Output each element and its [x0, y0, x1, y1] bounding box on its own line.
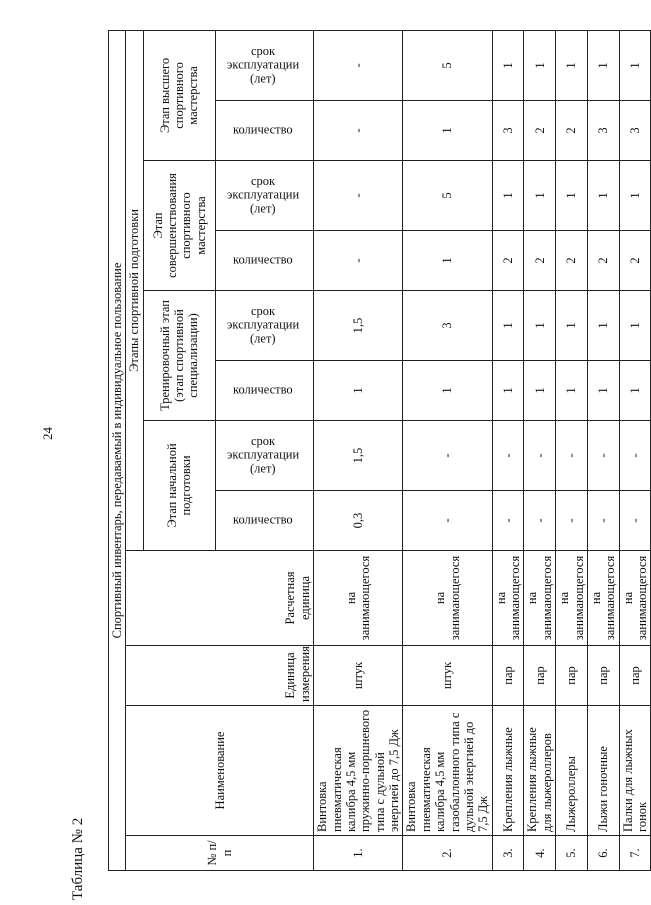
- subheader-quantity-text: количество: [232, 252, 293, 267]
- row-term: 1,5: [314, 421, 403, 491]
- header-calc-unit: Расчетная единица: [126, 551, 314, 646]
- subheader-term-text: срок эксплуатации (лет): [226, 433, 299, 476]
- subheader-term: [215, 421, 313, 491]
- row-number: 3.: [492, 836, 524, 871]
- subheader-quantity-text: количество: [232, 512, 293, 527]
- row-quantity: 2: [556, 101, 588, 161]
- row-quantity: 1: [403, 361, 492, 421]
- row-quantity: 1: [524, 361, 556, 421]
- row-term: -: [314, 161, 403, 231]
- row-quantity: 2: [619, 231, 651, 291]
- row-quantity: 1: [556, 361, 588, 421]
- row-term: 1: [619, 291, 651, 361]
- row-number: 1.: [314, 836, 403, 871]
- row-term: -: [314, 30, 403, 100]
- row-quantity: 1: [492, 361, 524, 421]
- row-quantity: -: [619, 491, 651, 551]
- row-term: 1: [524, 30, 556, 100]
- row-unit: пар: [492, 646, 524, 706]
- row-name: Винтовка пневматическая калибра 4,5 мм пружинно-поршневого типа с дульной энергией до 7,5 Дж: [314, 706, 403, 836]
- header-stage-training: Тренировочный этап (этап спортивной специализации): [143, 291, 215, 421]
- row-calc-unit: на занимающегося: [619, 551, 651, 646]
- row-term: 1: [556, 30, 588, 100]
- header-stage-highest: Этап высшего спортивного мастерства: [143, 30, 215, 160]
- page-number: 24: [40, 427, 55, 440]
- row-name: Лыжи гоночные: [587, 706, 619, 836]
- row-name: Крепления лыжные для лыжероллеров: [524, 706, 556, 836]
- row-quantity: -: [403, 491, 492, 551]
- row-term: 1: [492, 161, 524, 231]
- row-number: 6.: [587, 836, 619, 871]
- subheader-term: [215, 30, 313, 100]
- row-term: -: [556, 421, 588, 491]
- subheader-term-text: срок эксплуатации (лет): [226, 43, 299, 86]
- header-stages: Этапы спортивной подготовки: [126, 30, 143, 550]
- row-term: 1: [524, 161, 556, 231]
- row-number: 5.: [556, 836, 588, 871]
- row-quantity: -: [492, 491, 524, 551]
- row-name: Лыжероллеры: [556, 706, 588, 836]
- row-quantity: 1: [403, 231, 492, 291]
- subheader-quantity: [215, 361, 313, 421]
- row-term: 1: [556, 291, 588, 361]
- table-label: Таблица № 2: [70, 817, 86, 900]
- header-stage-initial: Этап начальной подготовки: [143, 421, 215, 551]
- row-term: 1: [556, 161, 588, 231]
- row-quantity: 1: [587, 361, 619, 421]
- row-term: -: [492, 421, 524, 491]
- row-quantity: -: [314, 101, 403, 161]
- row-term: -: [619, 421, 651, 491]
- row-unit: пар: [619, 646, 651, 706]
- row-unit: штук: [403, 646, 492, 706]
- row-term: 1: [587, 30, 619, 100]
- row-calc-unit: на занимающегося: [524, 551, 556, 646]
- row-quantity: 1: [314, 361, 403, 421]
- row-quantity: -: [314, 231, 403, 291]
- subheader-quantity: [215, 491, 313, 551]
- row-quantity: 1: [619, 361, 651, 421]
- row-term: 1,5: [314, 291, 403, 361]
- row-term: 3: [403, 291, 492, 361]
- row-term: 5: [403, 30, 492, 100]
- table-row: [587, 30, 619, 870]
- row-quantity: 3: [587, 101, 619, 161]
- row-term: 5: [403, 161, 492, 231]
- row-quantity: -: [587, 491, 619, 551]
- row-number: 2.: [403, 836, 492, 871]
- row-quantity: 2: [587, 231, 619, 291]
- table-row: [403, 30, 492, 870]
- row-calc-unit: на занимающегося: [314, 551, 403, 646]
- table-row: [619, 30, 651, 870]
- row-term: 1: [492, 30, 524, 100]
- row-term: 1: [524, 291, 556, 361]
- row-quantity: -: [556, 491, 588, 551]
- row-term: 1: [587, 291, 619, 361]
- row-quantity: 3: [492, 101, 524, 161]
- row-quantity: 3: [619, 101, 651, 161]
- row-quantity: -: [524, 491, 556, 551]
- subheader-quantity-text: количество: [232, 122, 293, 137]
- table-row: [492, 30, 524, 870]
- row-term: -: [524, 421, 556, 491]
- row-number: 7.: [619, 836, 651, 871]
- row-term: 1: [492, 291, 524, 361]
- table-row: [556, 30, 588, 870]
- row-name: Палки для лыжных гонок: [619, 706, 651, 836]
- subheader-quantity: [215, 101, 313, 161]
- row-term: 1: [587, 161, 619, 231]
- row-term: -: [403, 421, 492, 491]
- row-quantity: 0,3: [314, 491, 403, 551]
- row-quantity: 2: [492, 231, 524, 291]
- header-number: № п/п: [126, 836, 314, 871]
- header-unit: Единица измерения: [126, 646, 314, 706]
- row-unit: штук: [314, 646, 403, 706]
- subheader-quantity: [215, 231, 313, 291]
- row-quantity: 2: [556, 231, 588, 291]
- row-quantity: 1: [403, 101, 492, 161]
- row-calc-unit: на занимающегося: [587, 551, 619, 646]
- table-title: Спортивный инвентарь, передаваемый в индивидуальное пользование: [109, 30, 126, 870]
- header-stage-improvement: Этап совершенствования спортивного мастерства: [143, 161, 215, 291]
- rotated-table-container: [108, 31, 649, 871]
- table-row: [524, 30, 556, 870]
- row-calc-unit: на занимающегося: [403, 551, 492, 646]
- header-name: Наименование: [126, 706, 314, 836]
- row-calc-unit: на занимающегося: [492, 551, 524, 646]
- row-unit: пар: [556, 646, 588, 706]
- subheader-term-text: срок эксплуатации (лет): [226, 173, 299, 216]
- row-term: -: [587, 421, 619, 491]
- subheader-term-text: срок эксплуатации (лет): [226, 303, 299, 346]
- row-term: 1: [619, 161, 651, 231]
- row-name: Крепления лыжные: [492, 706, 524, 836]
- row-name: Винтовка пневматическая калибра 4,5 мм газобаллонного типа с дульной энергией до 7,5 Дж: [403, 706, 492, 836]
- row-quantity: 2: [524, 101, 556, 161]
- inventory-table: [108, 30, 651, 871]
- row-term: 1: [619, 30, 651, 100]
- row-unit: пар: [524, 646, 556, 706]
- row-quantity: 2: [524, 231, 556, 291]
- row-unit: пар: [587, 646, 619, 706]
- subheader-term: [215, 291, 313, 361]
- subheader-term: [215, 161, 313, 231]
- row-calc-unit: на занимающегося: [556, 551, 588, 646]
- row-number: 4.: [524, 836, 556, 871]
- subheader-quantity-text: количество: [232, 382, 293, 397]
- table-row: [314, 30, 403, 870]
